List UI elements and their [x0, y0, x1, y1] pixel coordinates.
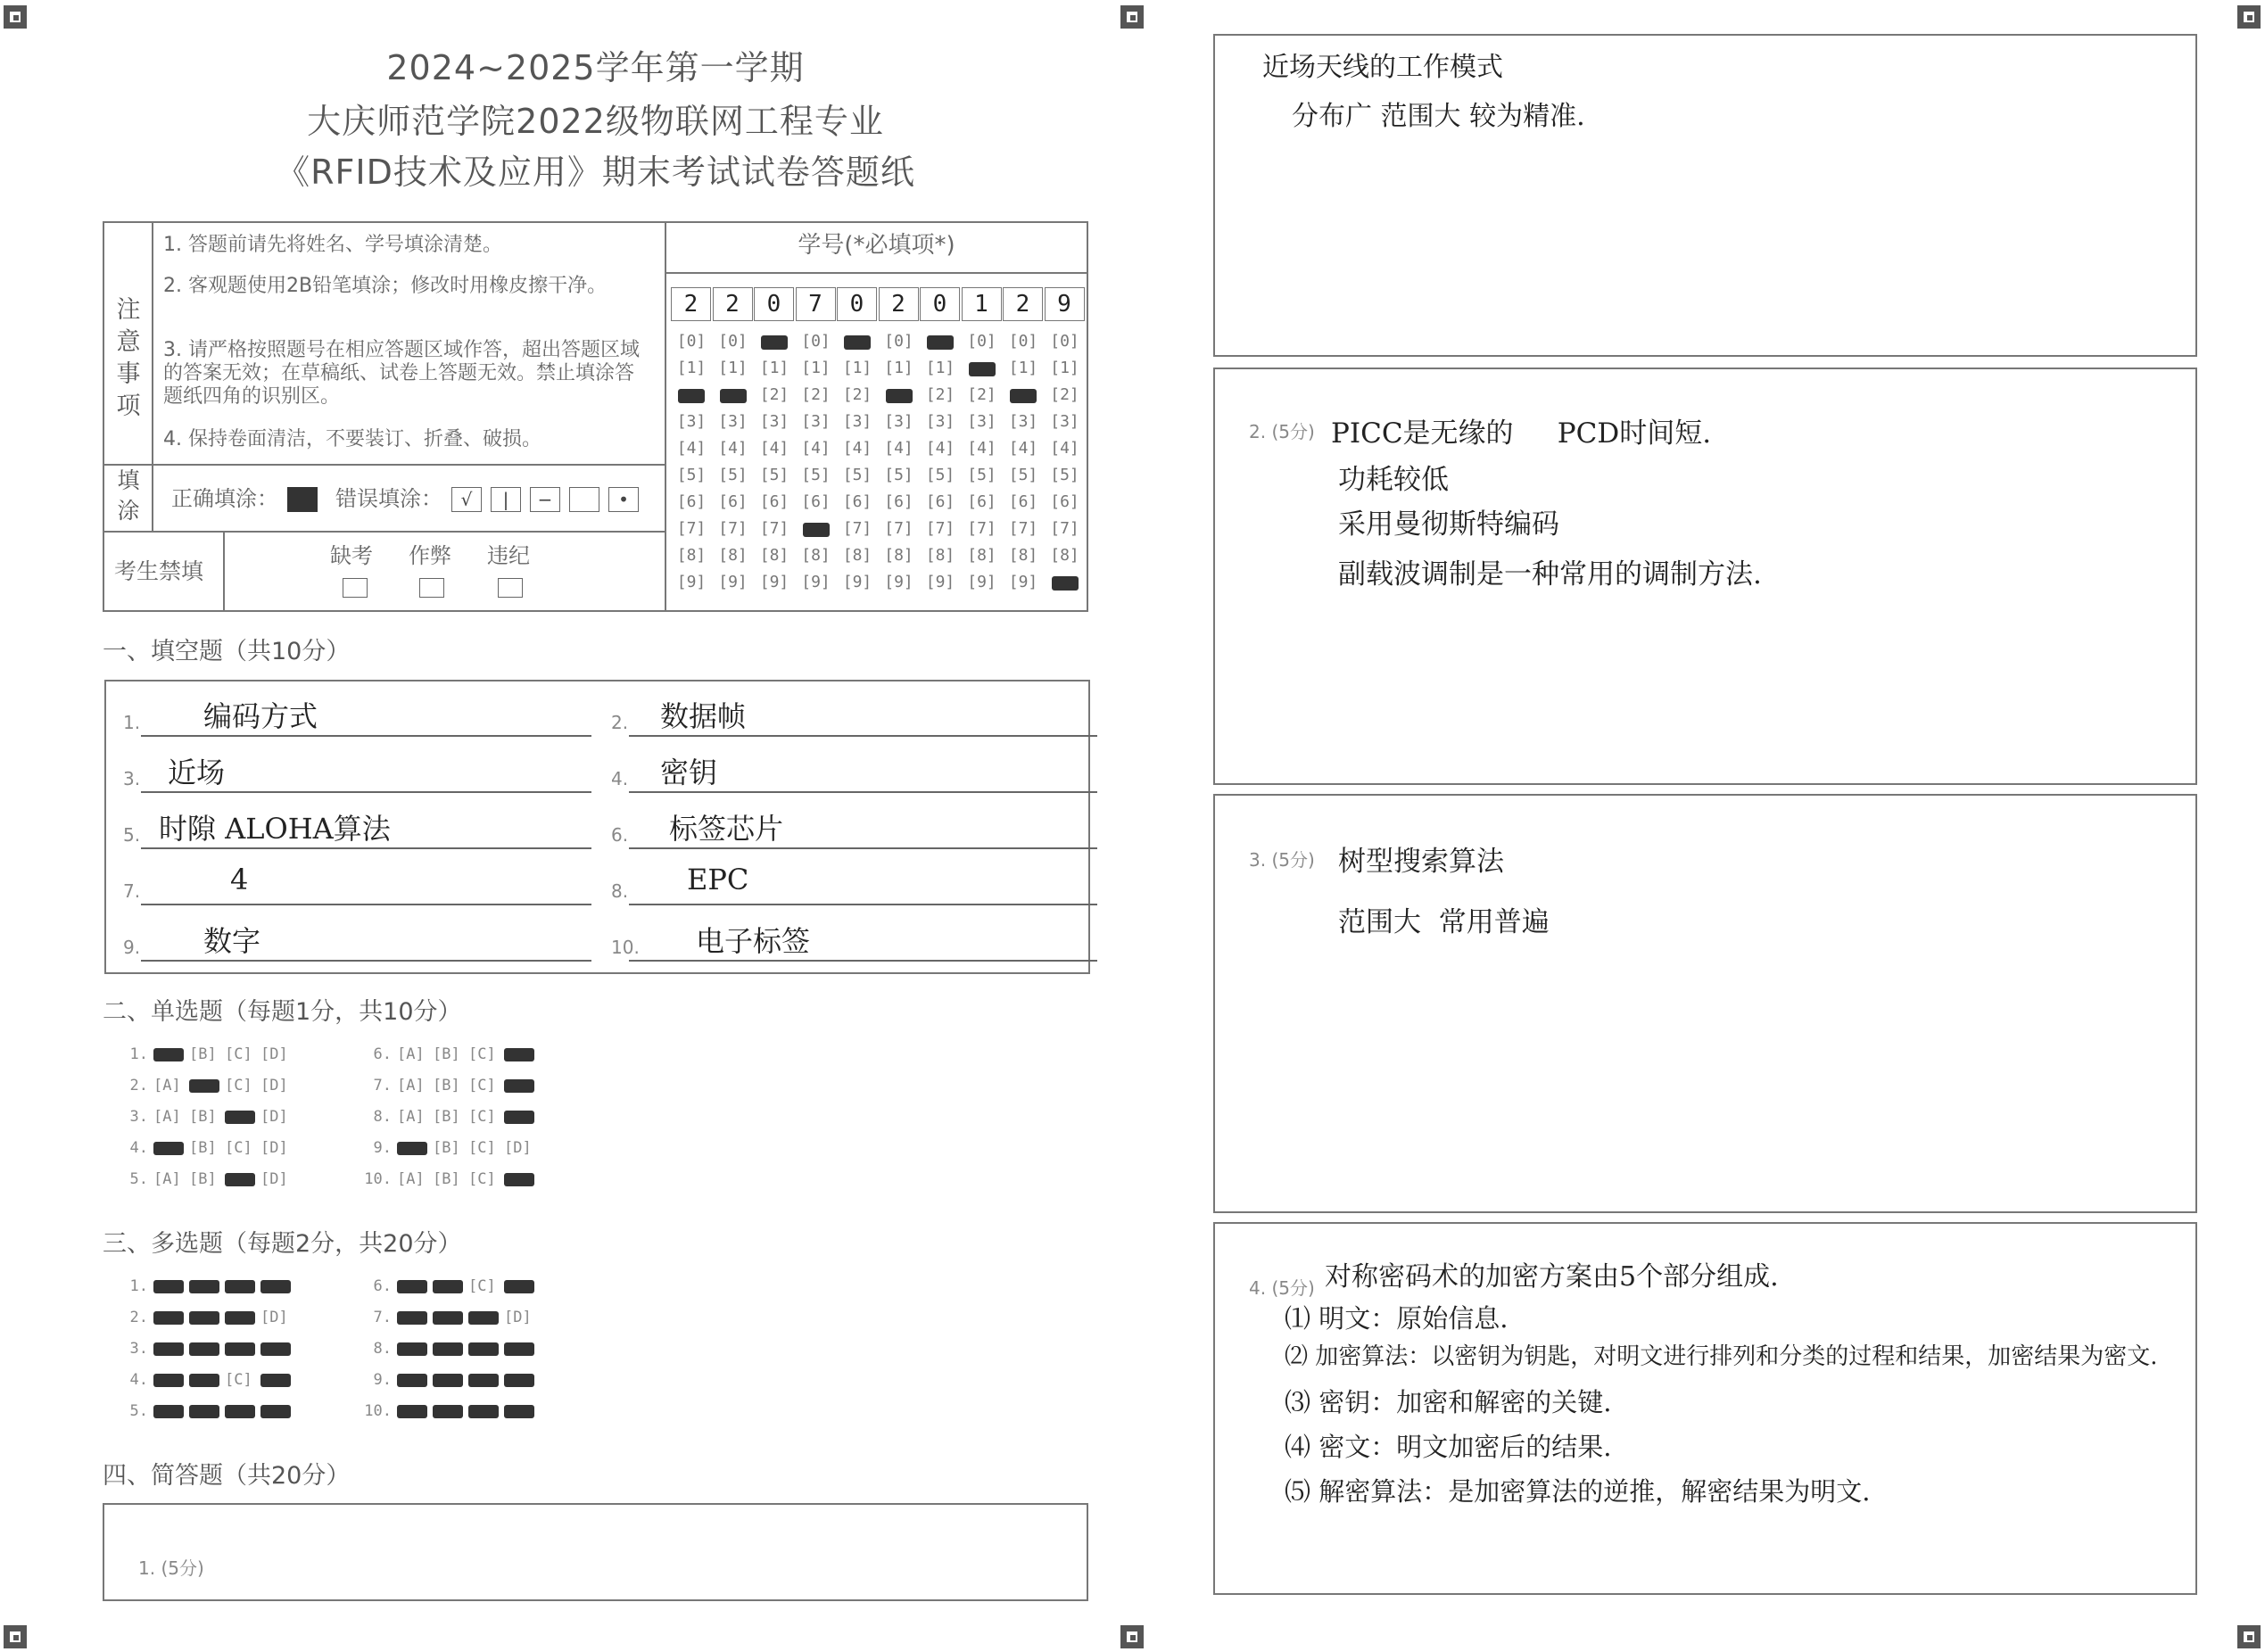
student-id-bubble[interactable]: [2] [842, 385, 872, 404]
student-id-bubble[interactable]: [9] [718, 573, 748, 591]
option-bubble[interactable]: [C] [468, 1077, 496, 1094]
blank-answer: 数字 [203, 924, 261, 958]
question-number: 8. [373, 1340, 392, 1358]
student-id-bubble[interactable]: [5] [801, 466, 831, 484]
student-id-bubble[interactable]: [3] [718, 412, 748, 431]
student-id-bubble[interactable]: [8] [801, 546, 831, 565]
option-filled[interactable] [260, 1405, 291, 1418]
question-number: 1. [129, 1045, 148, 1063]
student-id-bubble[interactable]: [6] [884, 492, 913, 511]
student-id-bubble[interactable]: [8] [842, 546, 872, 565]
blank-underline [629, 847, 1097, 849]
header-term: 2024~2025学年第一学期 [386, 48, 805, 87]
short-q1-box-left [103, 1503, 1088, 1601]
student-id-bubble[interactable]: [8] [718, 546, 748, 565]
student-id-bubble[interactable]: [8] [759, 546, 789, 565]
cheat-checkbox[interactable] [419, 578, 444, 598]
corner-mark-bottom-left [4, 1625, 27, 1648]
corner-mark-bottom-center [1120, 1625, 1144, 1648]
option-bubble[interactable]: [C] [225, 1139, 252, 1157]
blank-answer: 电子标签 [696, 924, 811, 958]
short-q4-line-6: ⑸ 解密算法：是加密算法的逆推，解密结果为明文. [1285, 1476, 1871, 1507]
option-filled[interactable] [225, 1311, 255, 1325]
option-filled[interactable] [397, 1142, 427, 1155]
short-q3-line-1: 树型搜索算法 [1338, 846, 1504, 878]
fill-label: 填涂 [117, 467, 140, 524]
student-id-bubble[interactable]: [3] [676, 412, 707, 431]
student-id-bubble[interactable]: [1] [676, 359, 707, 377]
option-bubble[interactable]: [A] [153, 1170, 181, 1188]
student-id-bubble[interactable]: [7] [884, 519, 913, 538]
option-filled[interactable] [189, 1342, 219, 1356]
blank-answer: 近场 [168, 756, 226, 789]
student-id-bubble[interactable]: [2] [1050, 385, 1079, 404]
student-id-digit-cell[interactable]: 0 [754, 287, 794, 321]
option-bubble[interactable]: [C] [225, 1371, 252, 1389]
blank-number: 4. [611, 768, 629, 789]
option-filled[interactable] [153, 1142, 184, 1155]
short-q4-line-5: ⑷ 密文：明文加密后的结果. [1285, 1432, 1612, 1462]
wrong-fill-dash: − [530, 487, 560, 512]
student-id-bubble[interactable]: [0] [967, 332, 996, 351]
student-id-bubble[interactable]: [3] [759, 412, 789, 431]
option-filled[interactable] [153, 1374, 184, 1387]
blank-number: 8. [611, 880, 629, 902]
student-id-bubble[interactable]: [3] [842, 412, 872, 431]
wrong-fill-label: 错误填涂： [335, 486, 442, 511]
short-q2-line-3: 采用曼彻斯特编码 [1338, 508, 1559, 541]
option-filled[interactable] [504, 1111, 534, 1124]
blank-underline [629, 791, 1097, 793]
student-id-bubble[interactable]: [9] [925, 573, 955, 591]
student-id-bubble-filled[interactable] [886, 389, 913, 403]
corner-mark-top-center [1120, 5, 1144, 29]
student-id-bubble-filled[interactable] [1052, 576, 1079, 591]
option-bubble[interactable]: [A] [153, 1108, 181, 1126]
option-filled[interactable] [397, 1280, 427, 1293]
blank-underline [141, 847, 591, 849]
short-q3-line-2: 范围大 常用普遍 [1338, 906, 1550, 938]
option-bubble[interactable]: [D] [504, 1309, 532, 1326]
student-id-bubble[interactable]: [8] [884, 546, 913, 565]
blank-answer: 密钥 [660, 756, 718, 789]
student-id-digit-cell[interactable]: 2 [1003, 287, 1043, 321]
student-id-digit-cell[interactable]: 1 [962, 287, 1002, 321]
blank-answer: EPC [687, 863, 749, 896]
student-id-bubble[interactable]: [1] [801, 359, 831, 377]
option-bubble[interactable]: [B] [433, 1077, 460, 1094]
option-filled[interactable] [153, 1280, 184, 1293]
student-id-bubble[interactable]: [4] [967, 439, 996, 458]
student-id-bubble[interactable]: [4] [842, 439, 872, 458]
blank-number: 9. [123, 937, 141, 958]
blank-number: 7. [123, 880, 141, 902]
student-id-bubble[interactable]: [9] [676, 573, 707, 591]
correct-fill-sample [287, 487, 318, 512]
student-id-bubble[interactable]: [4] [759, 439, 789, 458]
student-id-bubble[interactable]: [1] [842, 359, 872, 377]
question-number: 8. [373, 1108, 392, 1126]
option-filled[interactable] [189, 1374, 219, 1387]
cheat-label: 作弊 [409, 543, 451, 568]
student-id-label: 学号(*必填项*) [798, 232, 955, 259]
option-bubble[interactable]: [D] [260, 1077, 288, 1094]
student-id-bubble[interactable]: [0] [1050, 332, 1079, 351]
student-id-bubble[interactable]: [2] [801, 385, 831, 404]
student-id-bubble-filled[interactable] [803, 523, 830, 537]
correct-fill-label: 正确填涂： [171, 486, 278, 511]
option-filled[interactable] [397, 1405, 427, 1418]
student-id-bubble[interactable]: [2] [967, 385, 996, 404]
absent-label: 缺考 [330, 543, 373, 568]
short-q1-line-1: 近场天线的工作模式 [1262, 52, 1503, 83]
short-q1-line-2: 分布广 范围大 较为精准. [1292, 101, 1585, 132]
student-id-bubble[interactable]: [9] [759, 573, 789, 591]
blank-answer: 标签芯片 [669, 812, 784, 846]
student-id-bubble[interactable]: [0] [884, 332, 913, 351]
question-number: 6. [373, 1045, 392, 1063]
option-bubble[interactable]: [B] [433, 1170, 460, 1188]
option-bubble[interactable]: [A] [153, 1077, 181, 1094]
student-id-bubble[interactable]: [4] [925, 439, 955, 458]
student-id-bubble[interactable]: [7] [1008, 519, 1038, 538]
student-id-bubble[interactable]: [5] [842, 466, 872, 484]
option-bubble[interactable]: [B] [189, 1139, 217, 1157]
student-id-bubble[interactable]: [4] [718, 439, 748, 458]
question-number: 4. [129, 1139, 148, 1157]
student-id-bubble[interactable]: [6] [967, 492, 996, 511]
wrong-fill-dot: • [608, 487, 639, 512]
blank-number: 5. [123, 824, 141, 846]
blank-number: 1. [123, 712, 141, 733]
option-filled[interactable] [189, 1280, 219, 1293]
option-filled[interactable] [260, 1374, 291, 1387]
option-bubble[interactable]: [D] [260, 1045, 288, 1063]
blank-underline [629, 960, 1097, 962]
question-number: 3. [129, 1340, 148, 1358]
student-id-bubble-filled[interactable] [1010, 389, 1037, 403]
student-id-bubble[interactable]: [5] [967, 466, 996, 484]
student-id-bubble[interactable]: [5] [1008, 466, 1038, 484]
blank-number: 3. [123, 768, 141, 789]
student-id-bubble[interactable]: [1] [759, 359, 789, 377]
student-id-bubble[interactable]: [7] [676, 519, 707, 538]
student-id-bubble[interactable]: [1] [718, 359, 748, 377]
student-id-bubble-filled[interactable] [678, 389, 705, 403]
option-bubble[interactable]: [C] [468, 1170, 496, 1188]
option-bubble[interactable]: [B] [433, 1108, 460, 1126]
student-id-bubble-filled[interactable] [720, 389, 747, 403]
blank-underline [141, 904, 591, 905]
option-filled[interactable] [504, 1079, 534, 1093]
option-filled[interactable] [397, 1342, 427, 1356]
option-filled[interactable] [225, 1280, 255, 1293]
student-id-bubble[interactable]: [4] [801, 439, 831, 458]
option-bubble[interactable]: [D] [260, 1139, 288, 1157]
option-filled[interactable] [225, 1173, 255, 1186]
question-number: 2. [129, 1309, 148, 1326]
student-id-bubble[interactable]: [6] [718, 492, 748, 511]
option-filled[interactable] [504, 1280, 534, 1293]
short-q4-line-3: ⑵ 加密算法：以密钥为钥匙，对明文进行排列和分类的过程和结果，加密结果为密文. [1285, 1343, 2158, 1370]
student-id-digit-cell[interactable]: 2 [671, 287, 711, 321]
student-id-bubble[interactable]: [2] [925, 385, 955, 404]
student-id-bubble[interactable]: [6] [759, 492, 789, 511]
examinee-label: 考生禁填 [114, 558, 204, 584]
student-id-bubble[interactable]: [0] [718, 332, 748, 351]
student-id-bubble[interactable]: [2] [759, 385, 789, 404]
student-id-bubble[interactable]: [7] [718, 519, 748, 538]
student-id-bubble[interactable]: [8] [925, 546, 955, 565]
option-bubble[interactable]: [C] [468, 1045, 496, 1063]
short-q2-line-2: 功耗较低 [1338, 464, 1449, 496]
student-id-bubble[interactable]: [5] [759, 466, 789, 484]
student-id-digit-cell[interactable]: 7 [796, 287, 836, 321]
note-3: 3. 请严格按照题号在相应答题区域作答，超出答题区域的答案无效；在草稿纸、试卷上答题无效。禁止填涂答题纸四角的识别区。 [163, 339, 640, 408]
student-id-bubble[interactable]: [7] [967, 519, 996, 538]
notes-label: 注意事项 [116, 296, 141, 420]
short-q3-label: 3. (5分) [1249, 849, 1315, 871]
student-id-bubble[interactable]: [8] [967, 546, 996, 565]
corner-mark-bottom-right [2237, 1625, 2261, 1648]
note-4: 4. 保持卷面清洁，不要装订、折叠、破损。 [163, 428, 541, 450]
student-id-bubble-filled[interactable] [969, 362, 996, 376]
section-single-title: 二、单选题（每题1分，共10分） [103, 998, 462, 1026]
option-filled[interactable] [468, 1405, 499, 1418]
student-id-bubble[interactable]: [4] [676, 439, 707, 458]
option-filled[interactable] [433, 1280, 463, 1293]
option-bubble[interactable]: [B] [433, 1139, 460, 1157]
header-exam-title: 《RFID技术及应用》期末考试试卷答题纸 [276, 153, 915, 192]
question-number: 5. [129, 1170, 148, 1188]
student-id-bubble[interactable]: [9] [884, 573, 913, 591]
option-filled[interactable] [433, 1405, 463, 1418]
blank-answer: 数据帧 [660, 699, 747, 733]
student-id-bubble[interactable]: [9] [842, 573, 872, 591]
student-id-digit-cell[interactable]: 2 [713, 287, 753, 321]
question-number: 3. [129, 1108, 148, 1126]
violation-checkbox[interactable] [498, 578, 523, 598]
option-bubble[interactable]: [C] [468, 1277, 496, 1295]
short-q2-line-1: PICC是无缘的 PCD时间短. [1331, 417, 1712, 450]
short-q4-line-2: ⑴ 明文：原始信息. [1285, 1303, 1509, 1334]
student-id-bubble-filled[interactable] [927, 335, 954, 350]
student-id-bubble[interactable]: [7] [842, 519, 872, 538]
student-id-bubble[interactable]: [7] [759, 519, 789, 538]
student-id-bubble[interactable]: [9] [967, 573, 996, 591]
option-filled[interactable] [433, 1311, 463, 1325]
student-id-bubble[interactable]: [3] [1050, 412, 1079, 431]
student-id-bubble[interactable]: [7] [925, 519, 955, 538]
student-id-bubble[interactable]: [5] [676, 466, 707, 484]
option-filled[interactable] [468, 1374, 499, 1387]
student-id-digit-cell[interactable]: 2 [879, 287, 919, 321]
wrong-fill-check: √ [451, 487, 482, 512]
option-filled[interactable] [260, 1280, 291, 1293]
option-filled[interactable] [504, 1405, 534, 1418]
student-id-bubble[interactable]: [0] [1008, 332, 1038, 351]
student-id-bubble[interactable]: [8] [1050, 546, 1079, 565]
option-filled[interactable] [504, 1048, 534, 1061]
student-id-bubble-filled[interactable] [761, 335, 788, 350]
student-id-bubble[interactable]: [5] [1050, 466, 1079, 484]
student-id-bubble[interactable]: [1] [1008, 359, 1038, 377]
option-filled[interactable] [225, 1111, 255, 1124]
short-q4-line-4: ⑶ 密钥：加密和解密的关键. [1285, 1387, 1612, 1417]
student-id-bubble[interactable]: [7] [1050, 519, 1079, 538]
blank-underline [629, 735, 1097, 737]
option-bubble[interactable]: [D] [260, 1170, 288, 1188]
option-filled[interactable] [504, 1374, 534, 1387]
question-number: 7. [373, 1309, 392, 1326]
short-q1-label: 1. (5分) [138, 1557, 204, 1579]
student-id-bubble[interactable]: [9] [801, 573, 831, 591]
blank-answer: 编码方式 [203, 699, 318, 733]
wrong-fill-bar: | [491, 487, 521, 512]
option-filled[interactable] [153, 1311, 184, 1325]
header-school: 大庆师范学院2022级物联网工程专业 [307, 102, 884, 141]
student-id-bubble[interactable]: [6] [842, 492, 872, 511]
question-number: 6. [373, 1277, 392, 1295]
option-filled[interactable] [468, 1342, 499, 1356]
section-fill-blank-title: 一、填空题（共10分） [103, 638, 351, 665]
question-number: 2. [129, 1077, 148, 1094]
student-id-bubble[interactable]: [6] [1008, 492, 1038, 511]
student-id-bubble[interactable]: [6] [676, 492, 707, 511]
question-number: 5. [129, 1402, 148, 1420]
student-id-bubble[interactable]: [3] [884, 412, 913, 431]
option-bubble[interactable]: [D] [260, 1108, 288, 1126]
short-q2-label: 2. (5分) [1249, 421, 1315, 442]
blank-number: 2. [611, 712, 629, 733]
blank-underline [141, 960, 591, 962]
short-q4-label: 4. (5分) [1249, 1277, 1315, 1299]
option-filled[interactable] [397, 1374, 427, 1387]
student-id-bubble[interactable]: [1] [884, 359, 913, 377]
section-short-title: 四、简答题（共20分） [103, 1462, 351, 1490]
option-filled[interactable] [433, 1342, 463, 1356]
student-id-bubble[interactable]: [3] [1008, 412, 1038, 431]
question-number: 7. [373, 1077, 392, 1094]
option-bubble[interactable]: [C] [225, 1045, 252, 1063]
student-id-bubble[interactable]: [0] [676, 332, 707, 351]
option-bubble[interactable]: [B] [433, 1045, 460, 1063]
option-bubble[interactable]: [C] [468, 1108, 496, 1126]
student-id-bubble[interactable]: [3] [801, 412, 831, 431]
student-id-bubble[interactable]: [5] [884, 466, 913, 484]
student-id-bubble[interactable]: [4] [1008, 439, 1038, 458]
student-id-bubble[interactable]: [5] [718, 466, 748, 484]
blank-answer: 4 [230, 863, 249, 896]
student-id-digit-cell[interactable]: 0 [920, 287, 960, 321]
option-bubble[interactable]: [C] [468, 1139, 496, 1157]
blank-underline [141, 791, 591, 793]
option-filled[interactable] [153, 1405, 184, 1418]
question-number: 9. [373, 1371, 392, 1389]
blank-underline [629, 904, 1097, 905]
blank-underline [141, 735, 591, 737]
option-filled[interactable] [225, 1342, 255, 1356]
option-filled[interactable] [189, 1079, 219, 1093]
student-id-bubble[interactable]: [5] [925, 466, 955, 484]
note-2: 2. 客观题使用2B铅笔填涂；修改时用橡皮擦干净。 [163, 275, 608, 297]
student-id-bubble-filled[interactable] [844, 335, 871, 350]
student-id-bubble[interactable]: [6] [1050, 492, 1079, 511]
option-filled[interactable] [189, 1405, 219, 1418]
option-bubble[interactable]: [B] [189, 1170, 217, 1188]
violation-label: 违纪 [487, 543, 530, 568]
short-q4-line-1: 对称密码术的加密方案由5个部分组成. [1325, 1261, 1779, 1293]
student-id-bubble[interactable]: [1] [1050, 359, 1079, 377]
option-bubble[interactable]: [C] [225, 1077, 252, 1094]
student-id-bubble[interactable]: [6] [925, 492, 955, 511]
question-number: 1. [129, 1277, 148, 1295]
option-bubble[interactable]: [A] [397, 1170, 425, 1188]
blank-number: 10. [611, 937, 640, 958]
note-1: 1. 答题前请先将姓名、学号填涂清楚。 [163, 234, 502, 256]
student-id-bubble[interactable]: [6] [801, 492, 831, 511]
option-bubble[interactable]: [A] [397, 1077, 425, 1094]
option-filled[interactable] [504, 1173, 534, 1186]
student-id-bubble[interactable]: [0] [801, 332, 831, 351]
student-id-bubble[interactable]: [4] [884, 439, 913, 458]
option-bubble[interactable]: [A] [397, 1045, 425, 1063]
student-id-bubble[interactable]: [1] [925, 359, 955, 377]
option-bubble[interactable]: [B] [189, 1108, 217, 1126]
option-filled[interactable] [153, 1342, 184, 1356]
blank-number: 6. [611, 824, 629, 846]
option-filled[interactable] [153, 1048, 184, 1061]
option-bubble[interactable]: [B] [189, 1045, 217, 1063]
corner-mark-top-right [2237, 5, 2261, 29]
question-number: 10. [364, 1402, 392, 1420]
corner-mark-top-left [4, 5, 27, 29]
section-multiple-title: 三、多选题（每题2分，共20分） [103, 1230, 462, 1258]
option-filled[interactable] [433, 1374, 463, 1387]
student-id-bubble[interactable]: [3] [967, 412, 996, 431]
option-bubble[interactable]: [A] [397, 1108, 425, 1126]
option-bubble[interactable]: [D] [504, 1139, 532, 1157]
question-number: 4. [129, 1371, 148, 1389]
student-id-bubble[interactable]: [8] [1008, 546, 1038, 565]
short-q2-line-4: 副载波调制是一种常用的调制方法. [1338, 558, 1762, 591]
student-id-digit-cell[interactable]: 0 [837, 287, 877, 321]
option-filled[interactable] [468, 1311, 499, 1325]
student-id-bubble[interactable]: [4] [1050, 439, 1079, 458]
blank-answer: 时隙 ALOHA算法 [159, 812, 391, 846]
option-filled[interactable] [189, 1311, 219, 1325]
student-id-bubble[interactable]: [8] [676, 546, 707, 565]
student-id-bubble[interactable]: [3] [925, 412, 955, 431]
option-filled[interactable] [397, 1311, 427, 1325]
option-filled[interactable] [260, 1342, 291, 1356]
option-filled[interactable] [504, 1342, 534, 1356]
wrong-fill-empty [569, 487, 599, 512]
question-number: 9. [373, 1139, 392, 1157]
student-id-bubble[interactable]: [9] [1008, 573, 1038, 591]
student-id-digit-cell[interactable]: 9 [1045, 287, 1085, 321]
option-filled[interactable] [225, 1405, 255, 1418]
absent-checkbox[interactable] [343, 578, 368, 598]
question-number: 10. [364, 1170, 392, 1188]
option-bubble[interactable]: [D] [260, 1309, 288, 1326]
